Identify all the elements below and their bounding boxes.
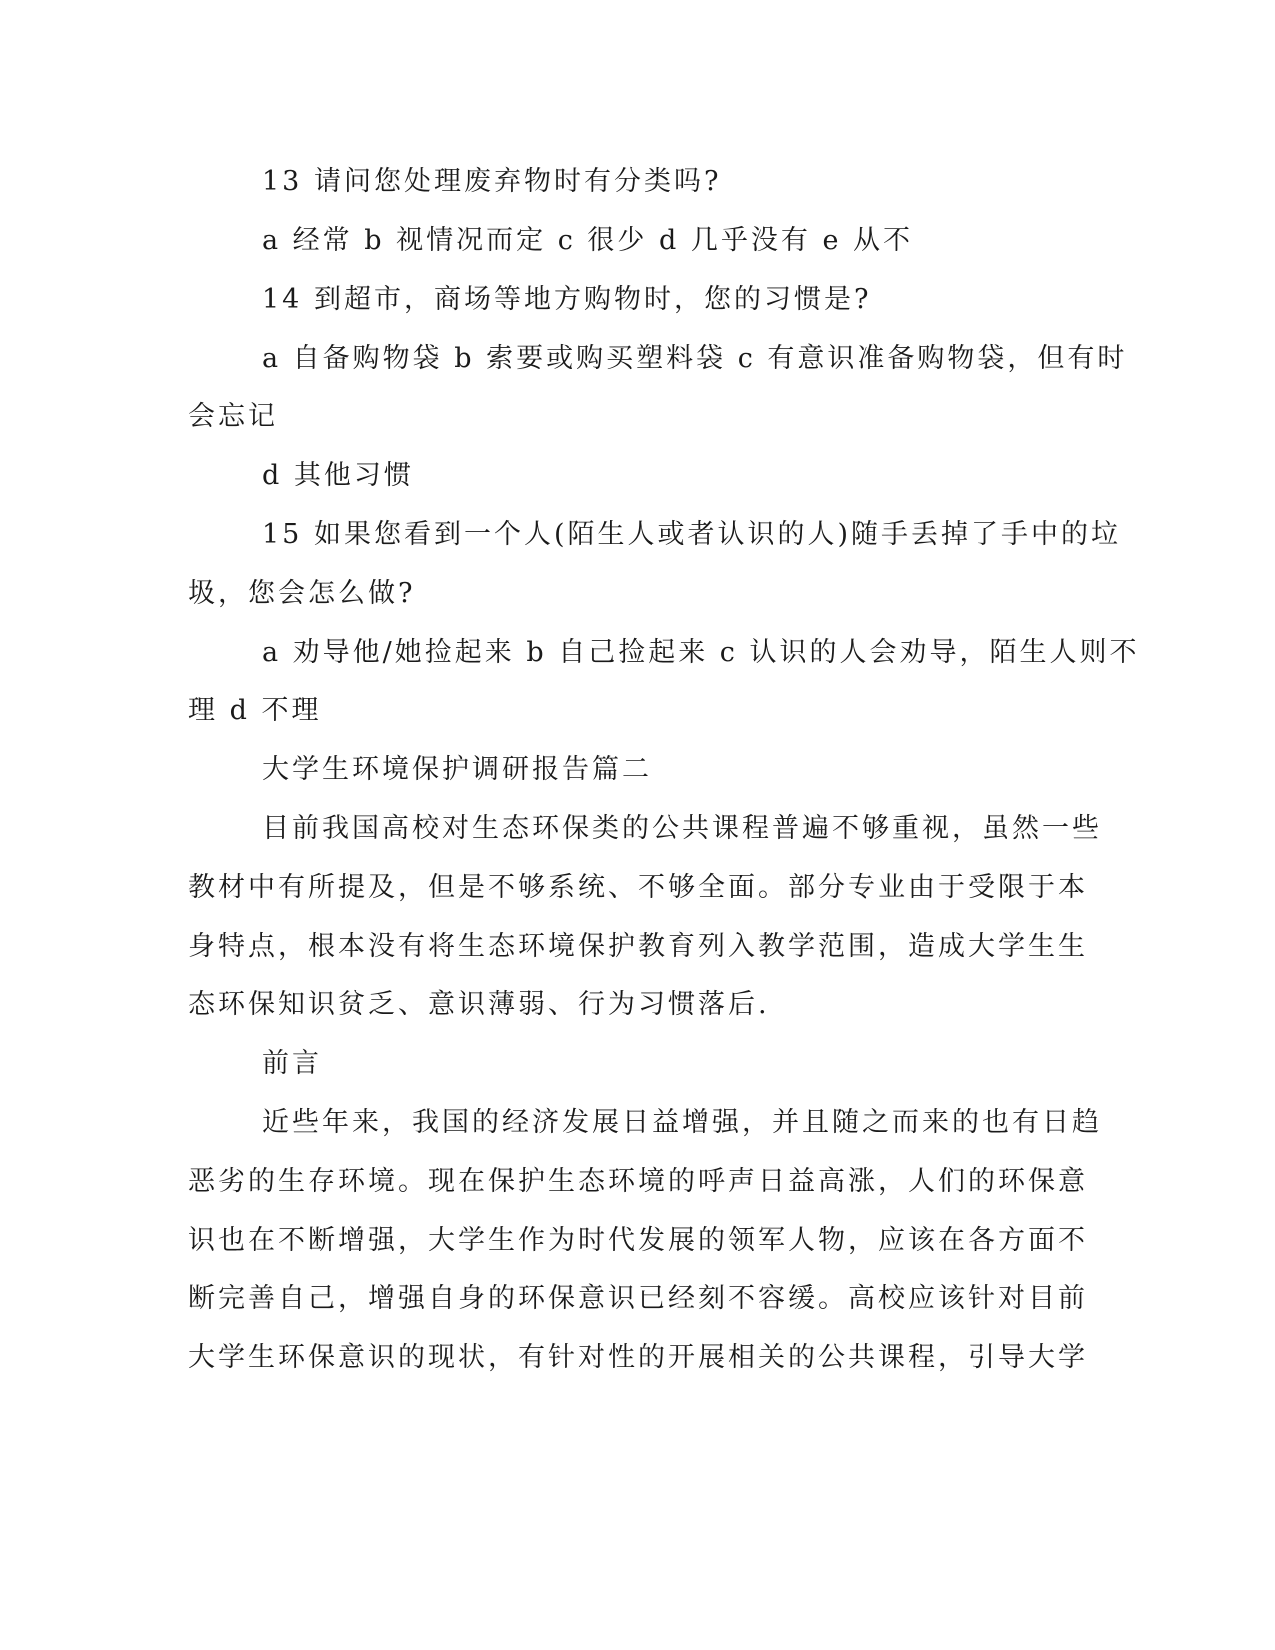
paragraph-1-line-3: 身特点，根本没有将生态环境保护教育列入教学范围，造成大学生生 xyxy=(188,931,1088,962)
paragraph-1-line-2: 教材中有所提及，但是不够系统、不够全面。部分专业由于受限于本 xyxy=(188,872,1088,903)
question-15-options-line-1: a 劝导他/她捡起来 b 自己捡起来 c 认识的人会劝导，陌生人则不 xyxy=(262,637,1140,668)
paragraph-2-line-4: 断完善自己，增强自身的环保意识已经刻不容缓。高校应该针对目前 xyxy=(188,1283,1088,1314)
paragraph-2-line-3: 识也在不断增强，大学生作为时代发展的领军人物，应该在各方面不 xyxy=(188,1225,1088,1256)
paragraph-1-line-4: 态环保知识贫乏、意识薄弱、行为习惯落后. xyxy=(188,989,770,1020)
paragraph-2-line-5: 大学生环保意识的现状，有针对性的开展相关的公共课程，引导大学 xyxy=(188,1342,1088,1373)
question-14-option-d: d 其他习惯 xyxy=(262,460,414,491)
question-15-line-1: 15 如果您看到一个人(陌生人或者认识的人)随手丢掉了手中的垃 xyxy=(262,519,1122,550)
question-15-options-line-2: 理 d 不理 xyxy=(188,695,322,726)
preface-heading: 前言 xyxy=(262,1048,322,1079)
paragraph-2-line-2: 恶劣的生存环境。现在保护生态环境的呼声日益高涨，人们的环保意 xyxy=(188,1166,1088,1197)
section-heading: 大学生环境保护调研报告篇二 xyxy=(262,754,652,785)
paragraph-1-line-1: 目前我国高校对生态环保类的公共课程普遍不够重视，虽然一些 xyxy=(262,813,1102,844)
question-14-options-line-2: 会忘记 xyxy=(188,401,278,432)
paragraph-2-line-1: 近些年来，我国的经济发展日益增强，并且随之而来的也有日趋 xyxy=(262,1107,1102,1138)
question-15-line-2: 圾，您会怎么做? xyxy=(188,578,416,609)
question-13-options: a 经常 b 视情况而定 c 很少 d 几乎没有 e 从不 xyxy=(262,225,914,256)
question-14: 14 到超市，商场等地方购物时，您的习惯是? xyxy=(262,284,872,315)
question-14-options-line-1: a 自备购物袋 b 索要或购买塑料袋 c 有意识准备购物袋，但有时 xyxy=(262,343,1128,374)
question-13: 13 请问您处理废弃物时有分类吗? xyxy=(262,166,722,197)
